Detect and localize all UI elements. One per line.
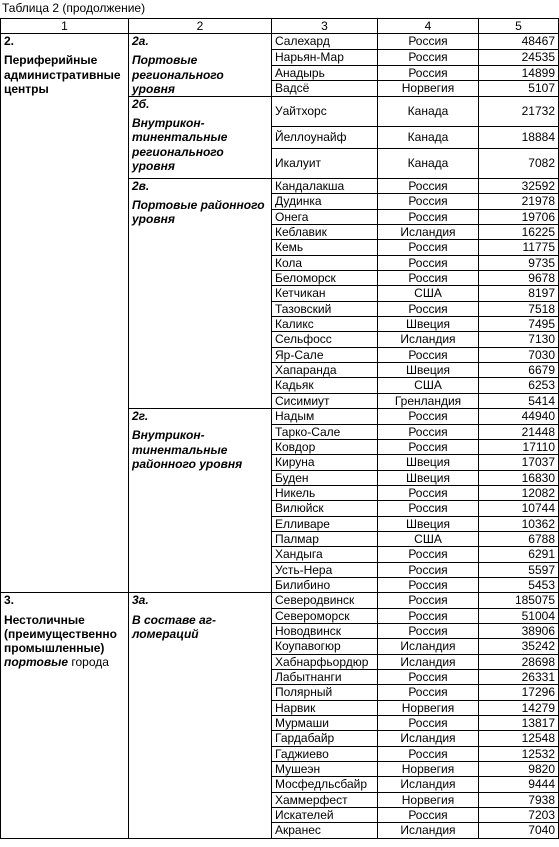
population-cell: 10744 (479, 501, 559, 516)
population-cell: 5597 (479, 562, 559, 577)
population-cell: 6291 (479, 547, 559, 562)
country-cell: Россия (378, 301, 479, 316)
country-cell: Россия (378, 34, 479, 50)
country-cell: Россия (378, 577, 479, 592)
country-cell: Россия (378, 562, 479, 577)
group-title: Портовые регионального уровня (132, 53, 224, 96)
city-cell: Салехард (272, 34, 378, 50)
country-cell: США (378, 378, 479, 393)
population-cell: 13817 (479, 716, 559, 731)
population-cell: 28698 (479, 654, 559, 669)
country-cell: Россия (378, 194, 479, 209)
city-cell: Надым (272, 409, 378, 424)
country-cell: Россия (378, 347, 479, 362)
country-cell: Россия (378, 623, 479, 638)
population-cell: 7130 (479, 332, 559, 347)
group-number: 2б. (132, 97, 150, 112)
group-cell (129, 97, 272, 179)
group-cell (129, 409, 272, 593)
col-header-4: 4 (378, 19, 479, 34)
city-cell: Онега (272, 209, 378, 224)
population-cell: 5453 (479, 577, 559, 592)
country-cell: Исландия (378, 225, 479, 240)
city-cell: Ковдор (272, 439, 378, 454)
population-cell: 6679 (479, 363, 559, 378)
country-cell: Исландия (378, 332, 479, 347)
section-title-tail: города (71, 655, 109, 670)
section-number: 2. (4, 34, 15, 49)
population-cell: 12082 (479, 485, 559, 500)
country-cell: Исландия (378, 823, 479, 838)
country-cell: Канада (378, 127, 479, 149)
country-cell: Россия (378, 209, 479, 224)
city-cell: Буден (272, 470, 378, 485)
population-cell: 10362 (479, 516, 559, 531)
population-cell: 7938 (479, 792, 559, 807)
city-cell: Анадырь (272, 65, 378, 81)
population-cell: 12532 (479, 746, 559, 761)
country-cell: Гренландия (378, 393, 479, 408)
population-cell: 5107 (479, 81, 559, 97)
population-cell: 7518 (479, 301, 559, 316)
country-cell: Исландия (378, 777, 479, 792)
city-cell: Хапаранда (272, 363, 378, 378)
country-cell: США (378, 531, 479, 546)
population-cell: 7030 (479, 347, 559, 362)
population-cell: 38906 (479, 623, 559, 638)
country-cell: Исландия (378, 654, 479, 669)
city-cell: Палмар (272, 531, 378, 546)
city-cell: Вадсё (272, 81, 378, 97)
population-cell: 48467 (479, 34, 559, 50)
section-cell (1, 34, 129, 593)
city-cell: Усть-Нера (272, 562, 378, 577)
col-header-5: 5 (479, 19, 559, 34)
group-title: Портовые районного уровня (132, 198, 265, 227)
city-cell: Акранес (272, 823, 378, 838)
city-cell: Вилюйск (272, 501, 378, 516)
section-title-italic: портовые (4, 655, 69, 670)
population-cell: 9444 (479, 777, 559, 792)
population-cell: 17037 (479, 455, 559, 470)
country-cell: Россия (378, 670, 479, 685)
city-cell: Новодвинск (272, 623, 378, 638)
city-cell: Тарко-Сале (272, 424, 378, 439)
population-cell: 5414 (479, 393, 559, 408)
city-cell: Билибино (272, 577, 378, 592)
country-cell: Россия (378, 255, 479, 270)
country-cell: Россия (378, 485, 479, 500)
country-cell: Канада (378, 97, 479, 127)
table-caption: Таблица 2 (продолжение) (2, 1, 146, 15)
population-cell: 35242 (479, 639, 559, 654)
city-cell: Уайтхорс (272, 97, 378, 127)
population-cell: 24535 (479, 49, 559, 65)
city-cell: Коупавогюр (272, 639, 378, 654)
country-cell: Норвегия (378, 762, 479, 777)
city-cell: Яр-Сале (272, 347, 378, 362)
population-cell: 185075 (479, 593, 559, 608)
group-title: Внутрикон-тинентальные районного уровня (132, 428, 243, 471)
city-cell: Мушеэн (272, 762, 378, 777)
country-cell: Россия (378, 716, 479, 731)
country-cell: Россия (378, 240, 479, 255)
group-number: 3а. (132, 593, 149, 608)
population-cell: 8197 (479, 286, 559, 301)
city-cell: Нарьян-Мар (272, 49, 378, 65)
population-cell: 6253 (479, 378, 559, 393)
population-cell: 9820 (479, 762, 559, 777)
country-cell: Россия (378, 49, 479, 65)
city-cell: Хабнарфьордюр (272, 654, 378, 669)
population-cell: 7203 (479, 808, 559, 823)
city-cell: Искателей (272, 808, 378, 823)
city-cell: Икалуит (272, 149, 378, 179)
country-cell: Россия (378, 409, 479, 424)
city-cell: Мосфедльсбайр (272, 777, 378, 792)
country-cell: Россия (378, 685, 479, 700)
group-title: Внутрикон-тинентальные регионального уровня (132, 116, 228, 173)
population-cell: 17110 (479, 439, 559, 454)
table-body (1, 19, 559, 839)
city-cell: Хаммерфест (272, 792, 378, 807)
city-cell: Дудинка (272, 194, 378, 209)
city-cell: Сисимиут (272, 393, 378, 408)
country-cell: Швеция (378, 317, 479, 332)
country-cell: Норвегия (378, 792, 479, 807)
city-cell: Тазовский (272, 301, 378, 316)
country-cell: Исландия (378, 731, 479, 746)
population-cell: 21448 (479, 424, 559, 439)
country-cell: Россия (378, 65, 479, 81)
city-cell: Кандалакша (272, 179, 378, 194)
city-cell: Йеллоунайф (272, 127, 378, 149)
population-cell: 21978 (479, 194, 559, 209)
group-cell (129, 593, 272, 839)
table-row (1, 34, 559, 50)
group-number: 2а. (132, 34, 149, 49)
data-table (0, 18, 559, 839)
city-cell: Кетчикан (272, 286, 378, 301)
population-cell: 51004 (479, 608, 559, 623)
country-cell: Исландия (378, 639, 479, 654)
country-cell: Россия (378, 547, 479, 562)
city-cell: Кеблавик (272, 225, 378, 240)
section-title (4, 53, 125, 96)
city-cell: Хандыга (272, 547, 378, 562)
population-cell: 26331 (479, 670, 559, 685)
population-cell: 7495 (479, 317, 559, 332)
city-cell: Кемь (272, 240, 378, 255)
country-cell: Норвегия (378, 81, 479, 97)
population-cell: 21732 (479, 97, 559, 127)
country-cell: США (378, 286, 479, 301)
city-cell: Мурмаши (272, 716, 378, 731)
city-cell: Елливаре (272, 516, 378, 531)
population-cell: 14899 (479, 65, 559, 81)
country-cell: Россия (378, 271, 479, 286)
section-title-bold: Нестоличные (преимущественно промышленные) (4, 612, 117, 655)
section-title (4, 613, 125, 670)
col-header-3: 3 (272, 19, 378, 34)
population-cell: 9735 (479, 255, 559, 270)
country-cell: Россия (378, 439, 479, 454)
group-number: 2г. (132, 409, 149, 424)
population-cell: 14279 (479, 700, 559, 715)
population-cell: 11775 (479, 240, 559, 255)
population-cell: 9678 (479, 271, 559, 286)
population-cell: 7082 (479, 149, 559, 179)
population-cell: 32592 (479, 179, 559, 194)
country-cell: Россия (378, 179, 479, 194)
population-cell: 18884 (479, 127, 559, 149)
population-cell: 7040 (479, 823, 559, 838)
population-cell: 19706 (479, 209, 559, 224)
city-cell: Северодвинск (272, 593, 378, 608)
country-cell: Россия (378, 808, 479, 823)
city-cell: Никель (272, 485, 378, 500)
population-cell: 17296 (479, 685, 559, 700)
city-cell: Кадьяк (272, 378, 378, 393)
section-cell (1, 593, 129, 839)
population-cell: 12548 (479, 731, 559, 746)
country-cell: Швеция (378, 516, 479, 531)
group-number: 2в. (132, 179, 150, 194)
section-title-text: Периферийные административные центры (4, 53, 121, 96)
city-cell: Беломорск (272, 271, 378, 286)
city-cell: Лабытнанги (272, 670, 378, 685)
section-number: 3. (4, 593, 15, 608)
population-cell: 16225 (479, 225, 559, 240)
population-cell: 44940 (479, 409, 559, 424)
header-row (1, 19, 559, 34)
country-cell: Россия (378, 593, 479, 608)
city-cell: Нарвик (272, 700, 378, 715)
country-cell: Норвегия (378, 700, 479, 715)
group-title: В составе аг-ломераций (132, 612, 217, 641)
group-cell (129, 34, 272, 97)
population-cell: 16830 (479, 470, 559, 485)
city-cell: Гаджиево (272, 746, 378, 761)
city-cell: Кола (272, 255, 378, 270)
country-cell: Россия (378, 424, 479, 439)
group-cell (129, 179, 272, 409)
table-row (1, 593, 559, 608)
city-cell: Сельфосс (272, 332, 378, 347)
country-cell: Россия (378, 746, 479, 761)
col-header-1: 1 (1, 19, 129, 34)
col-header-2: 2 (129, 19, 272, 34)
country-cell: Россия (378, 501, 479, 516)
country-cell: Швеция (378, 470, 479, 485)
country-cell: Швеция (378, 455, 479, 470)
city-cell: Кируна (272, 455, 378, 470)
country-cell: Россия (378, 608, 479, 623)
city-cell: Полярный (272, 685, 378, 700)
population-cell: 6788 (479, 531, 559, 546)
country-cell: Канада (378, 149, 479, 179)
city-cell: Гардабайр (272, 731, 378, 746)
city-cell: Каликс (272, 317, 378, 332)
country-cell: Швеция (378, 363, 479, 378)
city-cell: Североморск (272, 608, 378, 623)
